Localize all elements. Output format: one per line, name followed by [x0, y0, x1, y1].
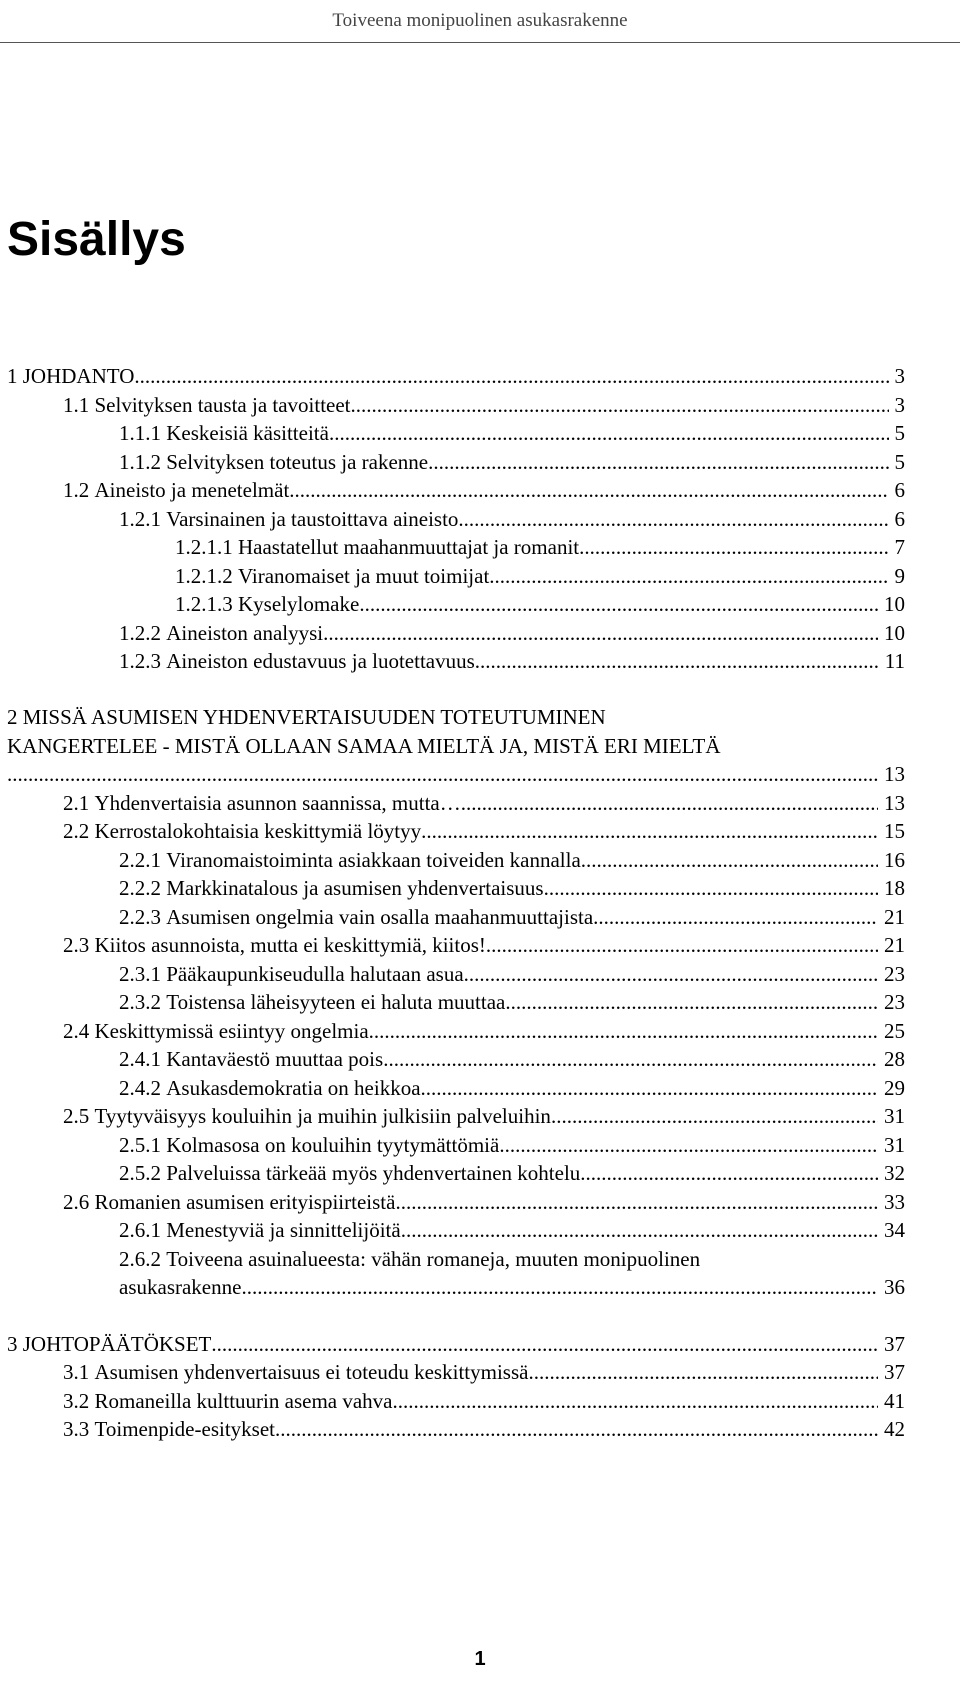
- toc-page-number: 28: [884, 1047, 905, 1071]
- toc-title: Pääkaupunkiseudulla halutaan asua: [166, 962, 464, 986]
- toc-page-number: 32: [884, 1161, 905, 1185]
- toc-number: 1.2.2: [119, 621, 161, 645]
- toc-title: JOHTOPÄÄTÖKSET: [22, 1332, 212, 1356]
- toc-page-number: 25: [884, 1019, 905, 1043]
- toc-leader: [551, 1100, 878, 1132]
- toc-page-number: 3: [894, 393, 905, 417]
- toc-title: Selvityksen tausta ja tavoitteet: [94, 393, 351, 417]
- toc-title: Romanien asumisen erityispiirteistä: [94, 1190, 396, 1214]
- toc-page-number: 29: [884, 1076, 905, 1100]
- toc-title: Kerrostalokohtaisia keskittymiä löytyy: [94, 819, 422, 843]
- toc-title: Kiitos asunnoista, mutta ei keskittymiä, kiitos!: [94, 933, 486, 957]
- toc-number: 1.2.1.3: [175, 592, 233, 616]
- toc-page-number: 41: [884, 1389, 905, 1413]
- toc-number: 2.6.2: [119, 1247, 161, 1271]
- toc-leader: [241, 1271, 878, 1303]
- toc-leader: [421, 815, 878, 847]
- toc-page-number: 15: [884, 819, 905, 843]
- toc-title: Toimenpide-esitykset: [94, 1417, 275, 1441]
- toc-leader: [275, 1413, 878, 1445]
- toc-page-number: 6: [894, 478, 905, 502]
- toc-entry-line2[interactable]: [7, 1271, 905, 1303]
- toc-title: Palveluissa tärkeää myös yhdenvertainen kohtelu: [166, 1161, 581, 1185]
- toc-title-line2: KANGERTELEE - MISTÄ OLLAAN SAMAA MIELTÄ JA, MISTÄ ERI MIELTÄ: [7, 734, 721, 758]
- toc-title: Varsinainen ja taustoittava aineisto: [166, 507, 459, 531]
- toc-number: 2.5.1: [119, 1133, 161, 1157]
- toc-number: 1.1.2: [119, 450, 161, 474]
- toc-page-number: 3: [894, 364, 905, 388]
- page-title: Sisällys: [7, 213, 186, 266]
- toc-page-number: 13: [884, 791, 905, 815]
- toc-entry[interactable]: [7, 360, 905, 392]
- toc-number: 3.2: [63, 1389, 90, 1413]
- toc-entry[interactable]: [7, 417, 905, 449]
- toc-entry[interactable]: [7, 531, 905, 563]
- toc-leader: [289, 474, 888, 506]
- toc-title: JOHDANTO: [22, 364, 135, 388]
- toc-page-number: 18: [884, 876, 905, 900]
- toc-number: 3: [7, 1332, 18, 1356]
- toc-number: 2.3.2: [119, 990, 161, 1014]
- toc-page-number: 21: [884, 933, 905, 957]
- toc-number: 1.1.1: [119, 421, 161, 445]
- toc-entry-line1[interactable]: [7, 701, 905, 733]
- toc-page-number: 5: [894, 450, 905, 474]
- toc-number: 2.2.2: [119, 876, 161, 900]
- toc-title: Keskeisiä käsitteitä: [166, 421, 329, 445]
- toc-entry[interactable]: [7, 986, 905, 1018]
- toc-page-number: 37: [884, 1332, 905, 1356]
- toc-number: 1: [7, 364, 18, 388]
- toc-page-number: 7: [894, 535, 905, 559]
- toc-page-number: 10: [884, 621, 905, 645]
- toc-leader: [401, 1214, 878, 1246]
- toc-page-number: 37: [884, 1360, 905, 1384]
- toc-leader: [134, 360, 888, 392]
- toc-page-number: 23: [884, 990, 905, 1014]
- toc-entry[interactable]: [7, 872, 905, 904]
- toc-number: 1.2.3: [119, 649, 161, 673]
- toc-number: 2.4.1: [119, 1047, 161, 1071]
- toc-page-number: 42: [884, 1417, 905, 1441]
- toc-title: Menestyviä ja sinnittelijöitä: [166, 1218, 401, 1242]
- toc-page-number: 34: [884, 1218, 905, 1242]
- toc-entry[interactable]: [7, 1157, 905, 1189]
- toc-entry[interactable]: [7, 1043, 905, 1075]
- toc-number: 2.6.1: [119, 1218, 161, 1242]
- toc-page-number: 9: [894, 564, 905, 588]
- toc-number: 2.2: [63, 819, 90, 843]
- toc-entry[interactable]: [7, 1100, 905, 1132]
- toc-number: 2.3.1: [119, 962, 161, 986]
- toc-title: Markkinatalous ja asumisen yhdenvertaisuus: [166, 876, 544, 900]
- toc-title: Aineiston analyysi: [166, 621, 324, 645]
- toc-number: 2.5: [63, 1104, 90, 1128]
- toc-entry[interactable]: [7, 1356, 905, 1388]
- toc-title: Viranomaiset ja muut toimijat: [238, 564, 490, 588]
- toc-number: 2: [7, 705, 18, 729]
- toc-leader: [528, 1356, 878, 1388]
- toc-leader: [7, 758, 878, 790]
- toc-number: 1.2: [63, 478, 90, 502]
- toc-title: Selvityksen toteutus ja rakenne: [166, 450, 429, 474]
- toc-number: 2.5.2: [119, 1161, 161, 1185]
- toc-number: 2.3: [63, 933, 90, 957]
- toc-title: Kolmasosa on kouluihin tyytymättömiä: [166, 1133, 500, 1157]
- toc-leader: [486, 929, 878, 961]
- toc-page-number: 11: [884, 649, 905, 673]
- toc-page-number: 5: [894, 421, 905, 445]
- toc-leader: [359, 588, 878, 620]
- toc-leader: [505, 986, 878, 1018]
- toc-title: Asumisen ongelmia vain osalla maahanmuuttajista: [166, 905, 594, 929]
- toc-number: 1.2.1.1: [175, 535, 233, 559]
- toc-number: 1.2.1: [119, 507, 161, 531]
- toc-leader: [475, 645, 879, 677]
- toc-page-number: 31: [884, 1104, 905, 1128]
- toc-entry[interactable]: [7, 474, 905, 506]
- toc-title: Yhdenvertaisia asunnon saannissa, mutta…: [94, 791, 461, 815]
- toc-page-number: 6: [894, 507, 905, 531]
- toc-page-number: 36: [884, 1275, 905, 1299]
- toc-title: Haastatellut maahanmuuttajat ja romanit: [238, 535, 580, 559]
- toc-title-line1: Toiveena asuinalueesta: vähän romaneja, muuten monipuolinen: [166, 1247, 701, 1271]
- toc-number: 2.4.2: [119, 1076, 161, 1100]
- running-header: Toiveena monipuolinen asukasrakenne: [332, 10, 628, 31]
- toc-entry-leader-line[interactable]: [7, 758, 905, 790]
- toc-title: Toistensa läheisyyteen ei haluta muuttaa: [166, 990, 506, 1014]
- toc-title: Aineisto ja menetelmät: [94, 478, 290, 502]
- toc-entry[interactable]: [7, 1214, 905, 1246]
- toc-number: 2.2.1: [119, 848, 161, 872]
- toc-page-number: 10: [884, 592, 905, 616]
- toc-page-number: 21: [884, 905, 905, 929]
- toc-title: Kantaväestö muuttaa pois: [166, 1047, 384, 1071]
- toc-number: 2.1: [63, 791, 90, 815]
- toc-number: 1.1: [63, 393, 90, 417]
- toc-leader: [544, 872, 878, 904]
- toc-leader: [580, 1157, 878, 1189]
- toc-title: Asukasdemokratia on heikkoa: [166, 1076, 421, 1100]
- toc-title-line2: asukasrakenne: [119, 1275, 242, 1299]
- toc-number: 2.6: [63, 1190, 90, 1214]
- toc-title-line1: MISSÄ ASUMISEN YHDENVERTAISUUDEN TOTEUTUMINEN: [22, 705, 606, 729]
- toc-number: 3.3: [63, 1417, 90, 1441]
- page-number: 1: [474, 1648, 486, 1670]
- toc-entry[interactable]: [7, 929, 905, 961]
- toc-number: 2.2.3: [119, 905, 161, 929]
- header-divider: [0, 42, 960, 43]
- toc-leader: [329, 417, 889, 449]
- toc-page-number: 13: [884, 762, 905, 786]
- toc-entry[interactable]: [7, 645, 905, 677]
- toc-page-number: 23: [884, 962, 905, 986]
- toc-page-number: 31: [884, 1133, 905, 1157]
- toc-title: Keskittymissä esiintyy ongelmia: [94, 1019, 369, 1043]
- toc-title: Viranomaistoiminta asiakkaan toiveiden kannalla: [166, 848, 581, 872]
- toc-page-number: 33: [884, 1190, 905, 1214]
- toc-title: Asumisen yhdenvertaisuus ei toteudu keskittymissä: [94, 1360, 529, 1384]
- toc-entry[interactable]: [7, 1413, 905, 1445]
- toc-leader: [383, 1043, 878, 1075]
- toc-number: 2.4: [63, 1019, 90, 1043]
- toc-title: Kyselylomake: [238, 592, 360, 616]
- toc-page-number: 16: [884, 848, 905, 872]
- toc-title: Romaneilla kulttuurin asema vahva: [94, 1389, 393, 1413]
- toc-entry[interactable]: [7, 588, 905, 620]
- toc-title: Aineiston edustavuus ja luotettavuus: [166, 649, 475, 673]
- toc-title: Tyytyväisyys kouluihin ja muihin julkisiin palveluihin: [94, 1104, 551, 1128]
- toc-leader: [579, 531, 888, 563]
- toc-number: 3.1: [63, 1360, 90, 1384]
- toc-entry[interactable]: [7, 815, 905, 847]
- toc-number: 1.2.1.2: [175, 564, 233, 588]
